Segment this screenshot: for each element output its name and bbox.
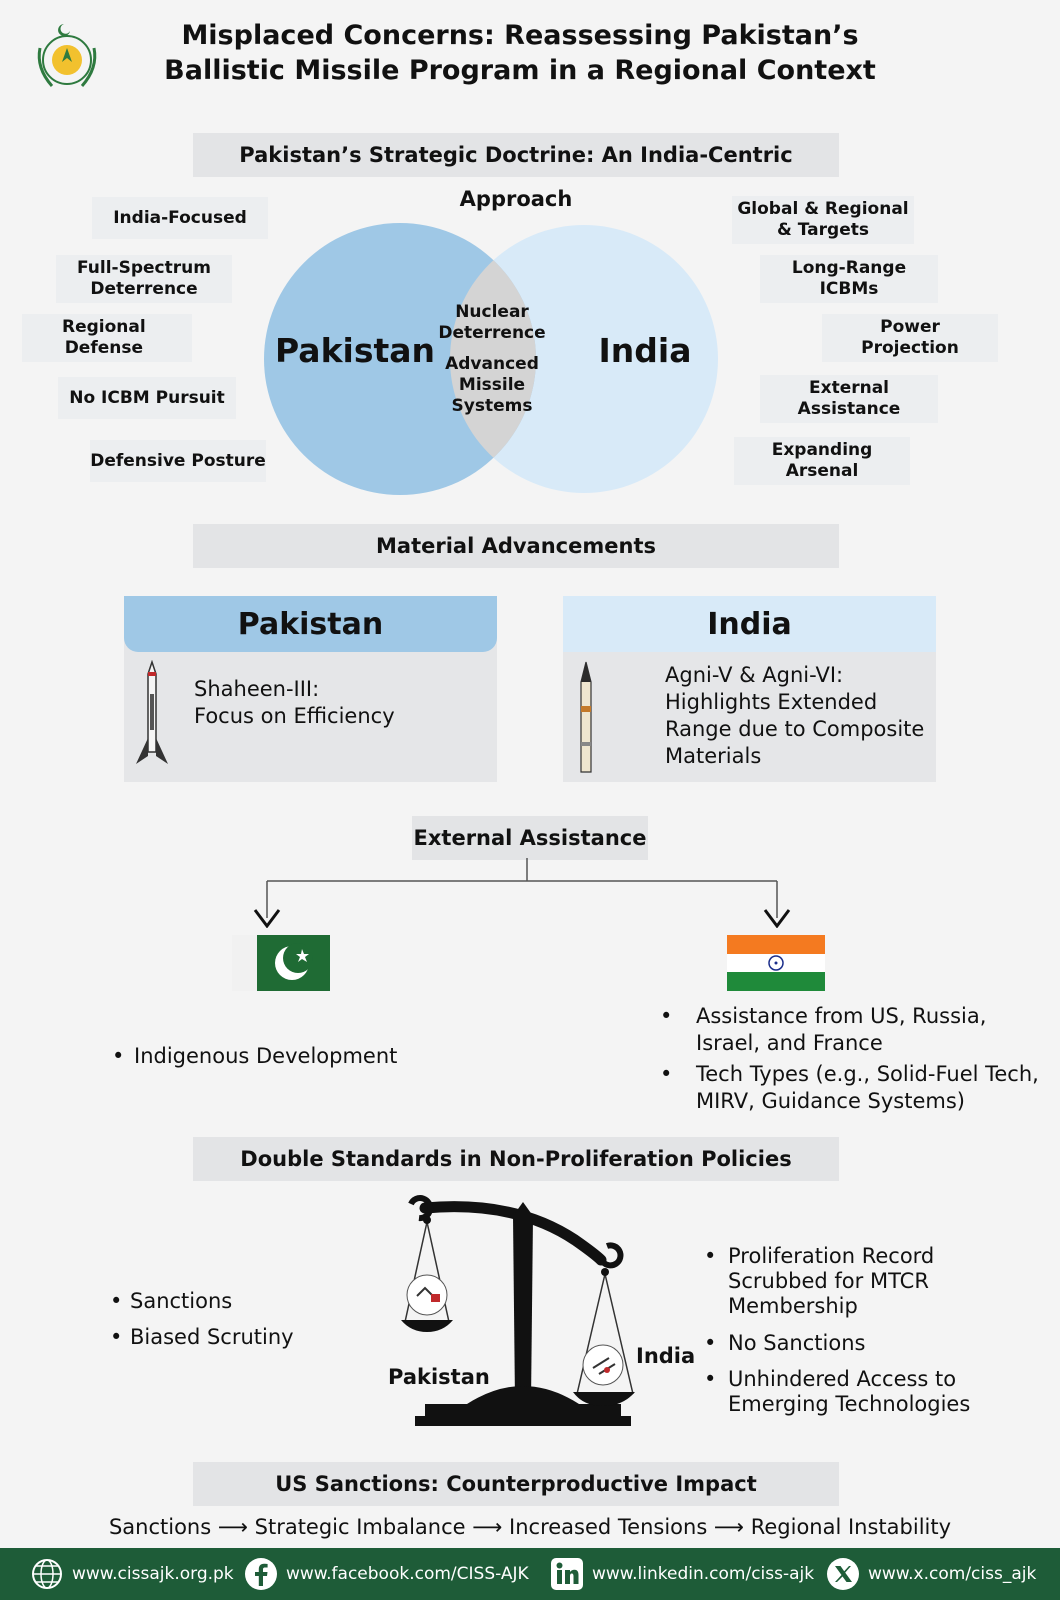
external-pakistan-point-text: Indigenous Development (134, 1044, 398, 1068)
footer-linkedin[interactable] (550, 1548, 814, 1600)
external-india-point-1-text: Assistance from US, Russia, Israel, and France (696, 1004, 987, 1055)
linkedin-icon (550, 1557, 584, 1591)
ds-india-point-1-text: Proliferation Record Scrubbed for MTCR Membership (728, 1244, 935, 1318)
globe-icon (30, 1557, 64, 1591)
ds-india-point-3: • Unhindered Access to Emerging Technologies (704, 1367, 1004, 1417)
external-banner: External Assistance (412, 816, 648, 860)
ds-pakistan-point-2-text: Biased Scrutiny (130, 1325, 294, 1349)
india-trait-expanding-arsenal: Expanding Arsenal (734, 437, 910, 485)
x-twitter-icon (826, 1557, 860, 1591)
scale-pakistan-label: Pakistan (388, 1365, 490, 1389)
material-banner: Material Advancements (193, 524, 839, 568)
pakistan-trait-full-spectrum: Full-Spectrum Deterrence (56, 255, 232, 303)
pakistan-card-text: Shaheen-III: Focus on Efficiency (194, 677, 395, 728)
external-india-point-1: • Assistance from US, Russia, Israel, and France (660, 1003, 1050, 1057)
venn-india-label: India (598, 331, 692, 370)
india-trait-global-targets: Global & Regional & Targets (732, 196, 914, 244)
shaheen-missile-icon (132, 660, 172, 772)
footer-x-text: www.x.com/ciss_ajk (868, 1564, 1037, 1584)
ds-pakistan-point-2: • Biased Scrutiny (110, 1325, 294, 1349)
ds-india-point-3-text: Unhindered Access to Emerging Technologies (728, 1367, 971, 1416)
india-card-text: Agni-V & Agni-VI: Highlights Extended Range due to Composite Materials (665, 663, 925, 768)
doctrine-banner: Pakistan’s Strategic Doctrine: An India-Centric Approach (193, 133, 839, 177)
facebook-icon (244, 1557, 278, 1591)
footer-facebook-text: www.facebook.com/CISS-AJK (286, 1564, 529, 1584)
footer-bar (0, 1548, 1060, 1600)
sanctions-banner: US Sanctions: Counterproductive Impact (193, 1462, 839, 1506)
india-flag-icon (727, 935, 825, 991)
india-trait-long-range-icbms: Long-Range ICBMs (760, 255, 938, 303)
sanctions-flow: Sanctions ⟶ Strategic Imbalance ⟶ Increased Tensions ⟶ Regional Instability (108, 1515, 952, 1539)
india-trait-external-assistance: External Assistance (760, 375, 938, 423)
footer-website-text: www.cissajk.org.pk (72, 1564, 234, 1584)
ds-india-point-1: • Proliferation Record Scrubbed for MTCR Membership (704, 1244, 1004, 1319)
venn-pakistan-label: Pakistan (275, 331, 436, 370)
balance-scale-icon (395, 1192, 655, 1452)
ds-pakistan-point-1-text: Sanctions (130, 1289, 233, 1313)
title-line-2: Ballistic Missile Program in a Regional Context (164, 55, 876, 86)
scale-india-label: India (636, 1344, 696, 1368)
india-card-title: India (563, 596, 936, 652)
pakistan-material-card (124, 596, 497, 782)
footer-facebook[interactable] (244, 1548, 529, 1600)
external-india-point-2: • Tech Types (e.g., Solid-Fuel Tech, MIRV, Guidance Systems) (660, 1061, 1050, 1115)
pakistan-flag-icon (232, 935, 330, 991)
ciss-logo-emblem (28, 18, 106, 96)
pakistan-trait-india-focused: India-Focused (92, 197, 268, 239)
venn-overlap-missile-systems: Advanced Missile Systems (445, 354, 539, 416)
pakistan-trait-regional-defense: Regional Defense (22, 314, 192, 362)
pakistan-trait-defensive-posture: Defensive Posture (90, 440, 266, 482)
external-pakistan-point: • Indigenous Development (112, 1044, 398, 1068)
page-title (150, 18, 890, 88)
external-india-point-2-text: Tech Types (e.g., Solid-Fuel Tech, MIRV, Guidance Systems) (696, 1062, 1039, 1113)
footer-linkedin-text: www.linkedin.com/ciss-ajk (592, 1564, 815, 1584)
pakistan-trait-no-icbm: No ICBM Pursuit (58, 377, 236, 419)
ds-india-point-2: • No Sanctions (704, 1330, 1004, 1357)
external-connector-arrows (250, 858, 800, 928)
footer-website[interactable] (30, 1548, 234, 1600)
pakistan-card-title: Pakistan (124, 596, 497, 652)
india-trait-power-projection: Power Projection (822, 314, 998, 362)
ds-pakistan-point-1: • Sanctions (110, 1289, 233, 1313)
venn-overlap-nuclear-deterrence: Nuclear Deterrence (438, 302, 546, 343)
agni-missile-icon (571, 660, 601, 776)
title-line-1: Misplaced Concerns: Reassessing Pakistan’s (181, 20, 859, 51)
double-standards-banner: Double Standards in Non-Proliferation Policies (193, 1137, 839, 1181)
ds-india-point-2-text: No Sanctions (728, 1331, 866, 1355)
india-material-card (563, 596, 936, 782)
footer-x[interactable] (826, 1548, 1036, 1600)
